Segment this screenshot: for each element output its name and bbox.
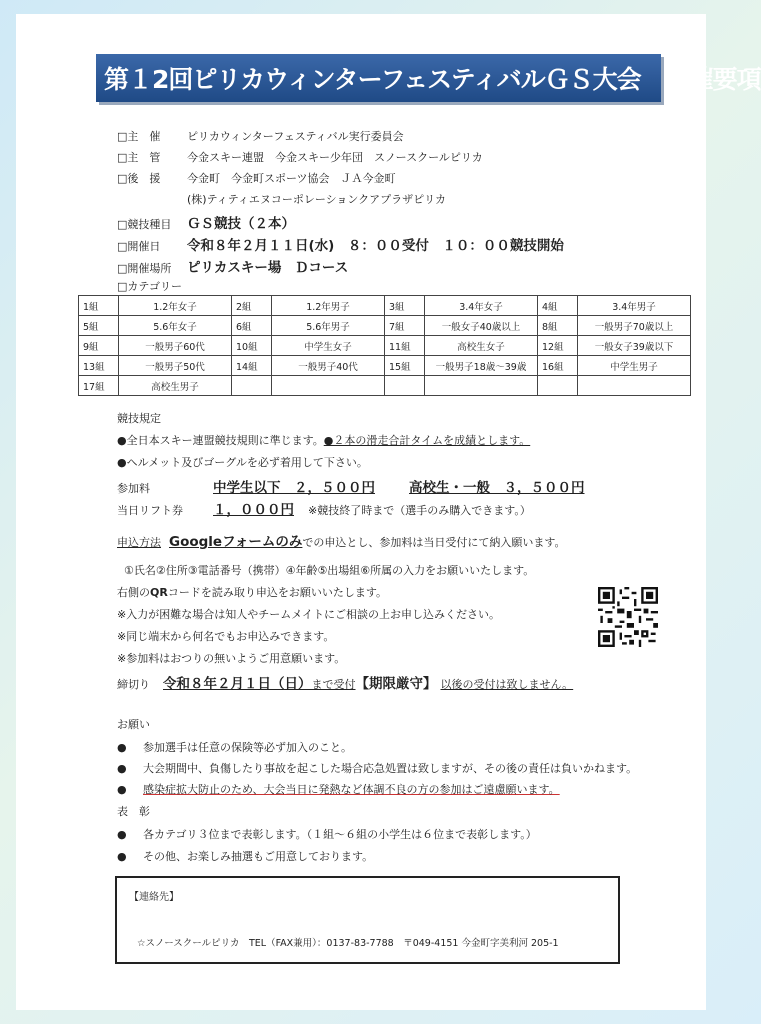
category-group-number: 16組 (538, 356, 578, 376)
category-name (425, 376, 538, 396)
apply-note-3: ※参加料はおつりの無いようご用意願います。 (117, 652, 346, 665)
category-group-number: 4組 (538, 296, 578, 316)
event-date: □開催日 令和８年２月１１日(水) ８：００受付 １０：００競技開始 (117, 238, 564, 254)
info-management: □主 管 今金スキー連盟 今金スキー少年団 スノースクールピリカ (117, 151, 483, 164)
document-title: 第１2回ピリカウィンターフェスティバルＧＳ大会 開催要項 (96, 54, 661, 102)
apply-note-2: ※同じ端末から何名でもお申込みできます。 (117, 630, 335, 643)
deadline-row: 締切り 令和８年２月１日（日）まで受付【期限厳守】 以後の受付は致しません。 (117, 676, 574, 692)
apply-items: ①氏名②住所③電話番号（携帯）④年齢⑤出場組⑥所属の入力をお願いいたします。 (124, 564, 535, 577)
contact-text: ☆スノースクールピリカ TEL（FAX兼用）：0137-83-7788 〒049-4151 今金町字美利河 205-1 (137, 938, 559, 949)
category-name: 一般男子60代 (119, 336, 232, 356)
category-group-number: 12組 (538, 336, 578, 356)
rules-heading: 競技規定 (117, 412, 161, 425)
event-type: □競技種目 ＧＳ競技（２本） (117, 216, 295, 232)
category-group-number: 9組 (79, 336, 119, 356)
category-group-number: 2組 (232, 296, 272, 316)
category-group-number: 6組 (232, 316, 272, 336)
category-name: 3.4年女子 (425, 296, 538, 316)
category-group-number: 5組 (79, 316, 119, 336)
apply-method: 申込方法 Googleフォームのみでの申込とし、参加料は当日受付にて納入願います。 (117, 534, 566, 550)
lift-row: 当日リフト券 １，０００円 ※競技終了時まで（選手のみ購入できます。） (117, 502, 531, 518)
category-name: 一般男子70歳以上 (578, 316, 691, 336)
category-name: 一般男子50代 (119, 356, 232, 376)
category-row (79, 316, 691, 336)
info-support: □後 援 今金町 今金町スポーツ協会 ＪＡ今金町 (117, 172, 396, 185)
category-group-number: 3組 (385, 296, 425, 316)
requests-heading: お願い (117, 718, 150, 731)
request-item: ● 感染症拡大防止のため、大会当日に発熱など体調不良の方の参加はご遠慮願います。 (117, 783, 560, 796)
category-group-number: 10組 (232, 336, 272, 356)
category-name: 中学生男子 (578, 356, 691, 376)
contact-heading: 【連絡先】 (129, 892, 179, 903)
category-group-number: 11組 (385, 336, 425, 356)
category-group-number (538, 376, 578, 396)
apply-note-1: ※入力が困難な場合は知人やチームメイトにご相談の上お申し込みください。 (117, 608, 500, 621)
category-name: 1.2年男子 (272, 296, 385, 316)
rules-line-1: ●全日本スキー連盟競技規則に準じます。●２本の滑走合計タイムを成績とします。 (117, 434, 531, 447)
category-row (79, 336, 691, 356)
category-name: 高校生男子 (119, 376, 232, 396)
category-row (79, 376, 691, 396)
category-group-number: 14組 (232, 356, 272, 376)
award-item: ● その他、お楽しみ抽選もご用意しております。 (117, 850, 374, 863)
qr-code[interactable] (598, 587, 658, 647)
request-item: ● 大会期間中、負傷したり事故を起こした場合応急処置は致しますが、その後の責任は負いかねます。 (117, 762, 638, 775)
category-name: 一般女子39歳以下 (578, 336, 691, 356)
category-group-number (385, 376, 425, 396)
category-name: 3.4年男子 (578, 296, 691, 316)
category-group-number: 1組 (79, 296, 119, 316)
award-item: ● 各カテゴリ３位まで表彰します。（１組～６組の小学生は６位まで表彰します。） (117, 828, 537, 841)
category-name (578, 376, 691, 396)
category-group-number: 15組 (385, 356, 425, 376)
event-venue: □開催場所 ピリカスキー場 Ｄコース (117, 260, 349, 276)
category-group-number (232, 376, 272, 396)
fee-row: 参加料 中学生以下 ２，５００円 高校生・一般 ３，５００円 (117, 480, 585, 496)
category-name: 一般男子40代 (272, 356, 385, 376)
category-name: 一般女子40歳以上 (425, 316, 538, 336)
info-support-2: (株)ティティエヌコーポレーションクアプラザピリカ (187, 193, 447, 206)
category-name: 高校生女子 (425, 336, 538, 356)
category-name: 1.2年女子 (119, 296, 232, 316)
category-label: □カテゴリー (117, 280, 182, 293)
category-name (272, 376, 385, 396)
category-row (79, 296, 691, 316)
apply-qr-instruction: 右側のQRコードを読み取り申込をお願いいたします。 (117, 586, 387, 599)
category-group-number: 13組 (79, 356, 119, 376)
category-name: 5.6年女子 (119, 316, 232, 336)
request-item: ● 参加選手は任意の保険等必ず加入のこと。 (117, 741, 352, 754)
category-group-number: 8組 (538, 316, 578, 336)
category-group-number: 17組 (79, 376, 119, 396)
category-group-number: 7組 (385, 316, 425, 336)
category-name: 一般男子18歳～39歳 (425, 356, 538, 376)
category-row (79, 356, 691, 376)
category-name: 中学生女子 (272, 336, 385, 356)
info-organizer: □主 催 ピリカウィンターフェスティバル実行委員会 (117, 130, 404, 143)
rules-line-2: ●ヘルメット及びゴーグルを必ず着用して下さい。 (117, 456, 368, 469)
contact-box (115, 876, 620, 964)
awards-heading: 表 彰 (117, 805, 150, 818)
category-table (78, 295, 691, 396)
category-name: 5.6年男子 (272, 316, 385, 336)
